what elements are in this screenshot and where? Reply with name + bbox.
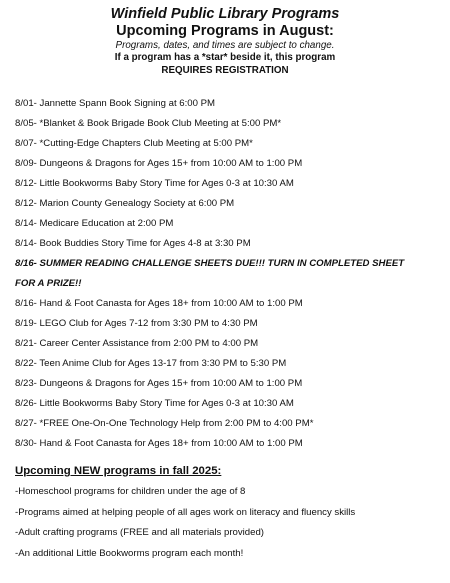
fall-program-item: -Homeschool programs for children under the age of 8 [15, 486, 246, 497]
program-item: 8/21- Career Center Assistance from 2:00 PM to 4:00 PM [15, 338, 259, 349]
program-item: 8/16- Hand & Foot Canasta for Ages 18+ from 10:00 AM to 1:00 PM [15, 298, 303, 309]
summer-reading-prize: FOR A PRIZE!! [15, 278, 82, 289]
fall-program-item: -An additional Little Bookworms program each month! [15, 547, 244, 559]
program-item: 8/19- LEGO Club for Ages 7-12 from 3:30 PM to 4:30 PM [15, 318, 258, 329]
flyer-subtitle: Upcoming Programs in August: [116, 23, 334, 39]
program-item: 8/14- Book Buddies Story Time for Ages 4-8 at 3:30 PM [15, 238, 251, 249]
program-item: 8/26- Little Bookworms Baby Story Time for Ages 0-3 at 10:30 AM [15, 398, 294, 409]
program-item: 8/30- Hand & Foot Canasta for Ages 18+ from 10:00 AM to 1:00 PM [15, 438, 303, 449]
program-item: 8/23- Dungeons & Dragons for Ages 15+ from 10:00 AM to 1:00 PM [15, 378, 303, 389]
program-item: 8/12- Little Bookworms Baby Story Time for Ages 0-3 at 10:30 AM [15, 178, 294, 189]
program-item: 8/07- *Cutting-Edge Chapters Club Meeting at 5:00 PM* [15, 138, 253, 149]
program-item: 8/27- *FREE One-On-One Technology Help from 2:00 PM to 4:00 PM* [15, 418, 314, 429]
program-item: 8/09- Dungeons & Dragons for Ages 15+ from 10:00 AM to 1:00 PM [15, 158, 303, 169]
fall-programs-title: Upcoming NEW programs in fall 2025: [15, 465, 222, 477]
fall-program-item: -Adult crafting programs (FREE and all materials provided) [15, 527, 265, 538]
summer-reading-deadline: 8/16- SUMMER READING CHALLENGE SHEETS DUE!!! TURN IN COMPLETED SHEET [15, 258, 405, 269]
program-item: 8/01- Jannette Spann Book Signing at 6:00 PM [15, 98, 216, 109]
fall-program-item: -Programs aimed at helping people of all ages work on literacy and fluency skills [15, 506, 356, 518]
star-note: If a program has a *star* beside it, this program [114, 52, 336, 63]
program-item: 8/22- Teen Anime Club for Ages 13-17 from 3:30 PM to 5:30 PM [15, 358, 287, 369]
flyer-header [0, 6, 450, 77]
august-program-list [15, 94, 445, 454]
program-item: 8/12- Marion County Genealogy Society at 6:00 PM [15, 198, 235, 209]
registration-note: REQUIRES REGISTRATION [161, 65, 289, 76]
flyer-title: Winfield Public Library Programs [110, 6, 340, 22]
change-notice: Programs, dates, and times are subject to change. [115, 40, 335, 51]
program-item: 8/05- *Blanket & Book Brigade Book Club Meeting at 5:00 PM* [15, 118, 282, 129]
program-item: 8/14- Medicare Education at 2:00 PM [15, 218, 174, 229]
fall-program-list [15, 482, 445, 564]
